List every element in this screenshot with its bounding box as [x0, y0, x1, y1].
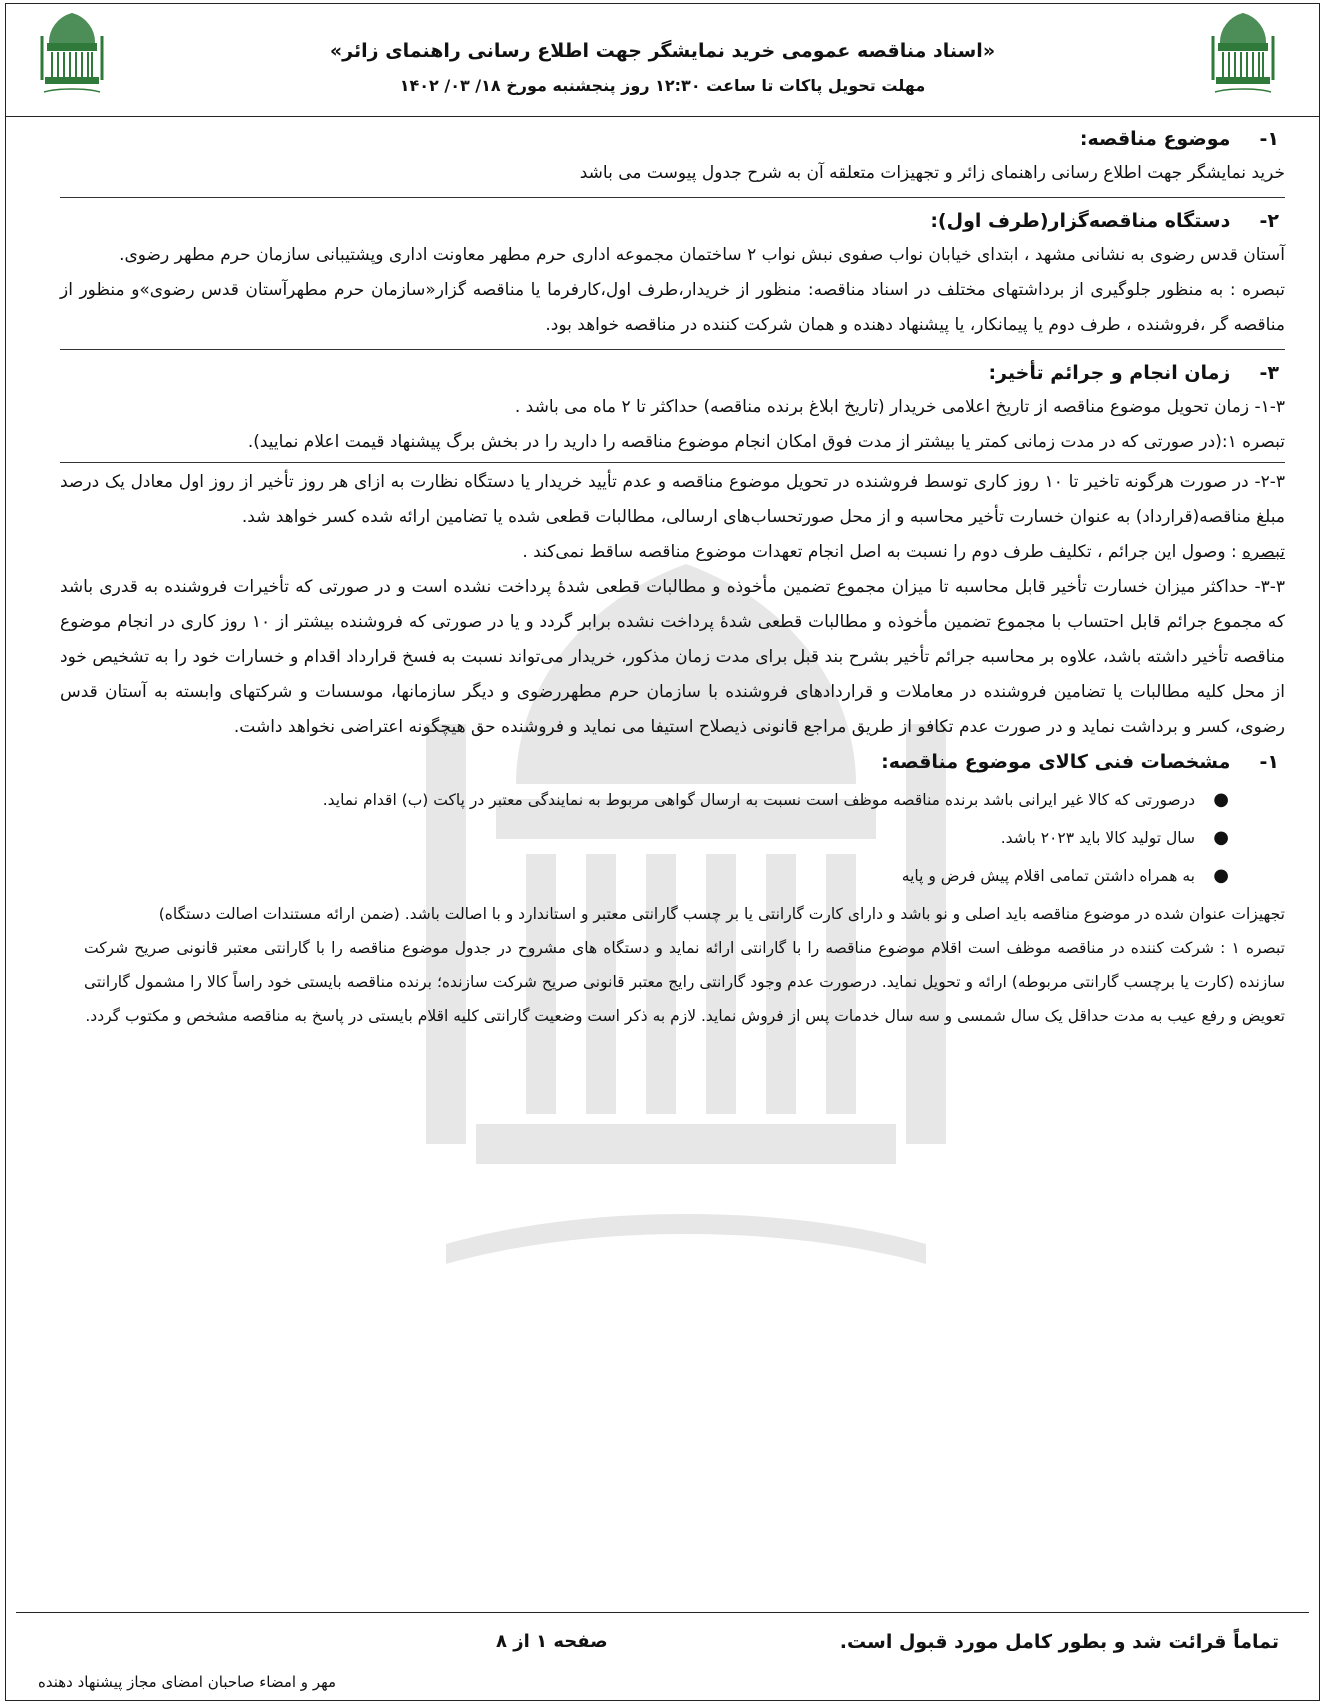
- section-number: ۳-: [1259, 362, 1279, 384]
- clause-3-3: ۳-۳- حداکثر میزان خسارت تأخیر قابل محاسبه تا میزان مجموع تضمین مأخوذه و مطالبات قطعی شدۀ پرداخت نشده است و در صورتی که تأخیرات فروشنده به قدری باشد که مجموع جرائم قابل احتساب با مجموع تضمین مأخوذه و مطالبات قطعی شدۀ پرداخت نشده برابر گردد و یا در صورتی که فروشنده بیشتر از ۱۰ روز کاری در انجام موضوع مناقصه تأخیر داشته باشد، علاوه بر محاسبه جرائم تأخیر بشرح بند قبل برای مدت زمان مذکور، خریدار می‌تواند نسبت به فسخ قرارداد اقدام و خسارات خود را به تشخیص خود از محل کلیه مطالبات یا تضامین فروشنده در معاملات و قراردادهای فروشنده با سازمان حرم مطهررضوی و دیگر سازمانها، موسسات و شرکتهای وابسته به آستان قدس رضوی، کسر و برداشت نماید و در صورت عدم تکافو از طریق مراجع قانونی ذیصلاح استیفا می نماید و فروشنده حق هیچگونه اعتراضی نخواهد داشت.: [60, 577, 1285, 737]
- section-heading: [60, 204, 1285, 238]
- clause-3-2: ۲-۳- در صورت هرگونه تاخیر تا ۱۰ روز کاری توسط فروشنده در تحویل موضوع مناقصه و عدم تأیید خریدار یا دستگاه نظارت به ازای هر روز تأخیر از روز اول معادل یک درصد مبلغ مناقصه(قرارداد) به عنوان خسارت تأخیر محاسبه و از محل صورتحساب‌های ارسالی، مطالبات قطعی شده یا تضامین ارائه شده کسر خواهد شد.: [60, 472, 1285, 527]
- bullet-icon: ●: [1213, 789, 1229, 810]
- section-title: دستگاه مناقصه‌گزار(طرف اول):: [930, 210, 1231, 232]
- page-footer: [16, 1612, 1309, 1703]
- header-divider: [6, 116, 1319, 117]
- bullet-icon: ●: [1213, 827, 1229, 848]
- list-item: ● به همراه داشتن تمامی اقلام پیش فرض و پایه: [60, 857, 1195, 895]
- document-body: [60, 122, 1285, 1033]
- section-heading: [60, 122, 1285, 156]
- section-number: ۲-: [1259, 210, 1279, 232]
- section-title: مشخصات فنی کالای موضوع مناقصه:: [881, 751, 1231, 773]
- section-technical-specs: [60, 745, 1285, 1033]
- bullet-icon: ●: [1213, 865, 1229, 886]
- section-title: موضوع مناقصه:: [1079, 128, 1231, 150]
- section-divider: [60, 349, 1285, 350]
- clause-3-1: ۱-۳- زمان تحویل موضوع مناقصه از تاریخ اعلامی خریدار (تاریخ ابلاغ برنده مناقصه) حداکثر تا ۲ ماه می باشد .: [514, 397, 1285, 417]
- list-item: ● درصورتی که کالا غیر ایرانی باشد برنده مناقصه موظف است نسبت به ارسال گواهی مربوط به نمایندگی معتبر در پاکت (ب) اقدام نماید.: [60, 781, 1195, 819]
- section-number: ۱-: [1259, 751, 1279, 773]
- section-note: تبصره ۱ : شرکت کننده در مناقصه موظف است اقلام موضوع مناقصه را با گارانتی ارائه نماید و دستگاه های مشروح در جدول موضوع مناقصه را با گارانتی معتبر قانونی صریح شرکت سازنده (کارت یا برچسب گارانتی مربوطه) ارائه و تحویل نماید. درصورت عدم وجود گارانتی رایج معتبر قانونی صریح شرکت سازنده؛ برنده مناقصه بایستی خود راساً کالا را مشمول گارانتی تعویض و رفع عیب به مدت حداقل یک سال شمسی و سه سال خدمات پس از فروش نماید. لازم به ذکر است وضعیت گارانتی کلیه اقلام بایستی در پاسخ به مناقصه مشخص و مکتوب گردد.: [84, 939, 1285, 1025]
- acceptance-statement: تماماً قرائت شد و بطور کامل مورد قبول است.: [839, 1631, 1279, 1653]
- section-text: تجهیزات عنوان شده در موضوع مناقصه باید اصلی و نو باشد و دارای کارت گارانتی یا بر چسب گارانتی معتبر و استاندارد و با اصالت باشد. (ضمن ارائه مستندات اصالت دستگاه): [158, 905, 1285, 923]
- section-number: ۱-: [1259, 128, 1279, 150]
- page-header: [6, 4, 1319, 116]
- astan-quds-logo-left: [28, 8, 116, 108]
- note-label: تبصره: [1242, 542, 1285, 562]
- clause-divider: [60, 462, 1285, 463]
- section-note: تبصره : به منظور جلوگیری از برداشتهای مختلف در اسناد مناقصه: منظور از خریدار،طرف اول،کارفرما یا مناقصه گزار«سازمان حرم مطهرآستان قدس رضوی»و منظور از مناقصه گر ،فروشنده ، طرف دوم یا پیمانکار، یا پیشنهاد دهنده و همان شرکت کننده در مناقصه خواهد بود.: [60, 280, 1285, 335]
- astan-quds-logo-icon: [28, 8, 116, 108]
- document-page: [5, 3, 1320, 1701]
- page-number: صفحه ۱ از ۸: [496, 1631, 608, 1652]
- document-title: «اسناد مناقصه عمومی خرید نمایشگر جهت اطلاع رسانی راهنمای زائر»: [329, 40, 996, 62]
- submission-deadline: مهلت تحویل پاکات تا ساعت ۱۲:۳۰ روز پنجشنبه مورخ ۱۸/ ۰۳/ ۱۴۰۲: [399, 76, 926, 95]
- clause-3-1-note: تبصره ۱:(در صورتی که در مدت زمانی کمتر یا بیشتر از مدت فوق امکان انجام موضوع مناقصه را دارید را در بخش برگ پیشنهاد قیمت اعلام نمایید).: [247, 432, 1285, 452]
- section-subject: [60, 122, 1285, 191]
- signature-line: مهر و امضاء صاحبان امضای مجاز پیشنهاد دهنده: [38, 1673, 337, 1691]
- astan-quds-logo-right: [1199, 8, 1287, 108]
- section-heading: [60, 745, 1285, 779]
- section-tender-authority: [60, 204, 1285, 343]
- section-time-penalties: [60, 356, 1285, 745]
- section-heading: [60, 356, 1285, 390]
- list-item: ● سال تولید کالا باید ۲۰۲۳ باشد.: [60, 819, 1195, 857]
- section-title: زمان انجام و جرائم تأخیر:: [988, 362, 1231, 384]
- section-divider: [60, 197, 1285, 198]
- note-text: : وصول این جرائم ، تکلیف طرف دوم را نسبت به اصل انجام تعهدات موضوع مناقصه ساقط نمی‌کند .: [522, 542, 1237, 562]
- section-text: آستان قدس رضوی به نشانی مشهد ، ابتدای خیابان نواب صفوی نبش نواب ۲ ساختمان مجموعه اداری حرم مطهر معاونت اداری وپشتیبانی سازمان حرم مطهر رضوی.: [119, 245, 1285, 265]
- section-text: خرید نمایشگر جهت اطلاع رسانی راهنمای زائر و تجهیزات متعلقه آن به شرح جدول پیوست می باشد: [579, 163, 1285, 183]
- clause-3-2-note: [60, 535, 1285, 570]
- spec-list: [60, 781, 1285, 895]
- astan-quds-logo-icon: [1199, 8, 1287, 108]
